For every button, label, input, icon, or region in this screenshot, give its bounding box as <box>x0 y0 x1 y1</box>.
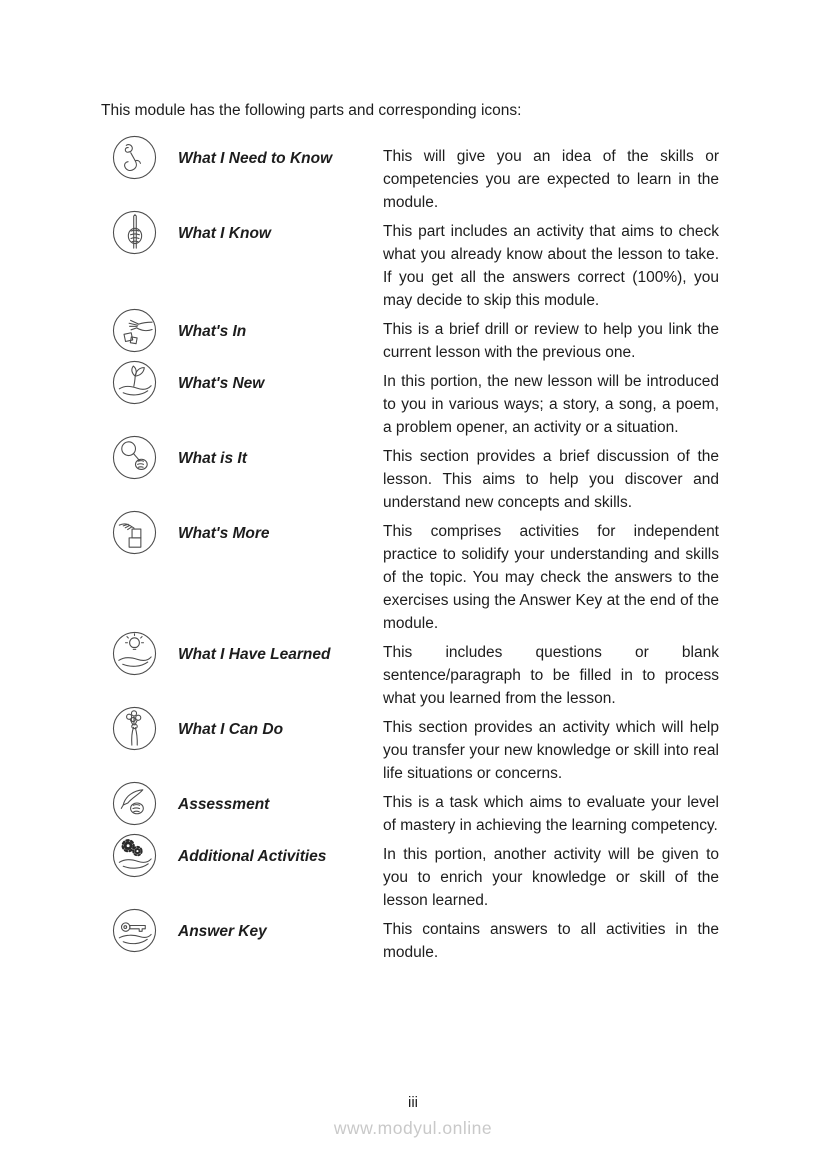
list-item <box>101 843 719 912</box>
hand-with-gears-icon <box>112 833 157 878</box>
part-description: This section provides an activity which will help you transfer your new knowledge or skill into real life situations or concerns. <box>383 719 719 782</box>
part-description: This will give you an idea of the skills or competencies you are expected to learn in the module. <box>383 148 719 211</box>
part-label: What's In <box>178 323 247 340</box>
list-item <box>101 641 719 710</box>
hand-raising-bouquet-icon <box>112 706 157 751</box>
list-item <box>101 318 719 364</box>
list-item <box>101 445 719 514</box>
list-item <box>101 220 719 312</box>
part-description: In this portion, another activity will be given to you to enrich your knowledge or skill of the lesson learned. <box>383 846 719 909</box>
page-number: iii <box>408 1094 418 1111</box>
icon-cell <box>101 520 178 555</box>
part-label: What is It <box>178 450 247 467</box>
part-description: This is a task which aims to evaluate your level of mastery in achieving the learning competency. <box>383 794 719 834</box>
part-label: Additional Activities <box>178 848 327 865</box>
hand-holding-key-icon <box>112 908 157 953</box>
part-description: In this portion, the new lesson will be introduced to you in various ways; a story, a song, a poem, a problem opener, an activity or a situation. <box>383 373 719 436</box>
icon-cell <box>101 918 178 953</box>
part-description: This includes questions or blank sentence/paragraph to be filled in to process what you learned from the lesson. <box>383 644 719 707</box>
icon-cell <box>101 220 178 255</box>
part-description: This part includes an activity that aims to check what you already know about the lesson to take. If you get all the answers correct (100%), you may decide to skip this module. <box>383 223 719 309</box>
part-label: What I Have Learned <box>178 646 331 663</box>
part-description: This section provides a brief discussion of the lesson. This aims to help you discover and understand new concepts and skills. <box>383 448 719 511</box>
list-item <box>101 716 719 785</box>
part-label: What's New <box>178 375 265 392</box>
icon-cell <box>101 445 178 480</box>
parts-list <box>101 145 719 964</box>
list-item <box>101 918 719 964</box>
icon-cell <box>101 370 178 405</box>
list-item <box>101 791 719 837</box>
list-item <box>101 145 719 214</box>
hand-stacking-blocks-icon <box>112 510 157 555</box>
part-label: What's More <box>178 525 270 542</box>
hand-writing-quill-icon <box>112 781 157 826</box>
part-description: This is a brief drill or review to help you link the current lesson with the previous one. <box>383 321 719 361</box>
part-description: This contains answers to all activities in the module. <box>383 921 719 961</box>
icon-cell <box>101 318 178 353</box>
hand-holding-sprout-icon <box>112 360 157 405</box>
list-item <box>101 370 719 439</box>
part-label: Answer Key <box>178 923 267 940</box>
icon-cell <box>101 791 178 826</box>
hand-with-lightbulb-icon <box>112 631 157 676</box>
hand-touch-spiral-icon <box>112 135 157 180</box>
hand-reaching-blocks-icon <box>112 308 157 353</box>
part-label: What I Need to Know <box>178 150 333 167</box>
list-item <box>101 520 719 635</box>
part-label: What I Know <box>178 225 271 242</box>
icon-cell <box>101 641 178 676</box>
part-label: What I Can Do <box>178 721 284 738</box>
icon-cell <box>101 716 178 751</box>
part-label: Assessment <box>178 796 270 813</box>
icon-cell <box>101 843 178 878</box>
hand-magnifying-glass-icon <box>112 435 157 480</box>
hand-holding-pencil-icon <box>112 210 157 255</box>
part-description: This comprises activities for independent practice to solidify your understanding and skills of the topic. You may check the answers to the exercises using the Answer Key at the end of the module. <box>383 523 719 632</box>
intro-text: This module has the following parts and corresponding icons: <box>101 102 522 119</box>
watermark-text: www.modyul.online <box>333 1118 493 1138</box>
icon-cell <box>101 145 178 180</box>
